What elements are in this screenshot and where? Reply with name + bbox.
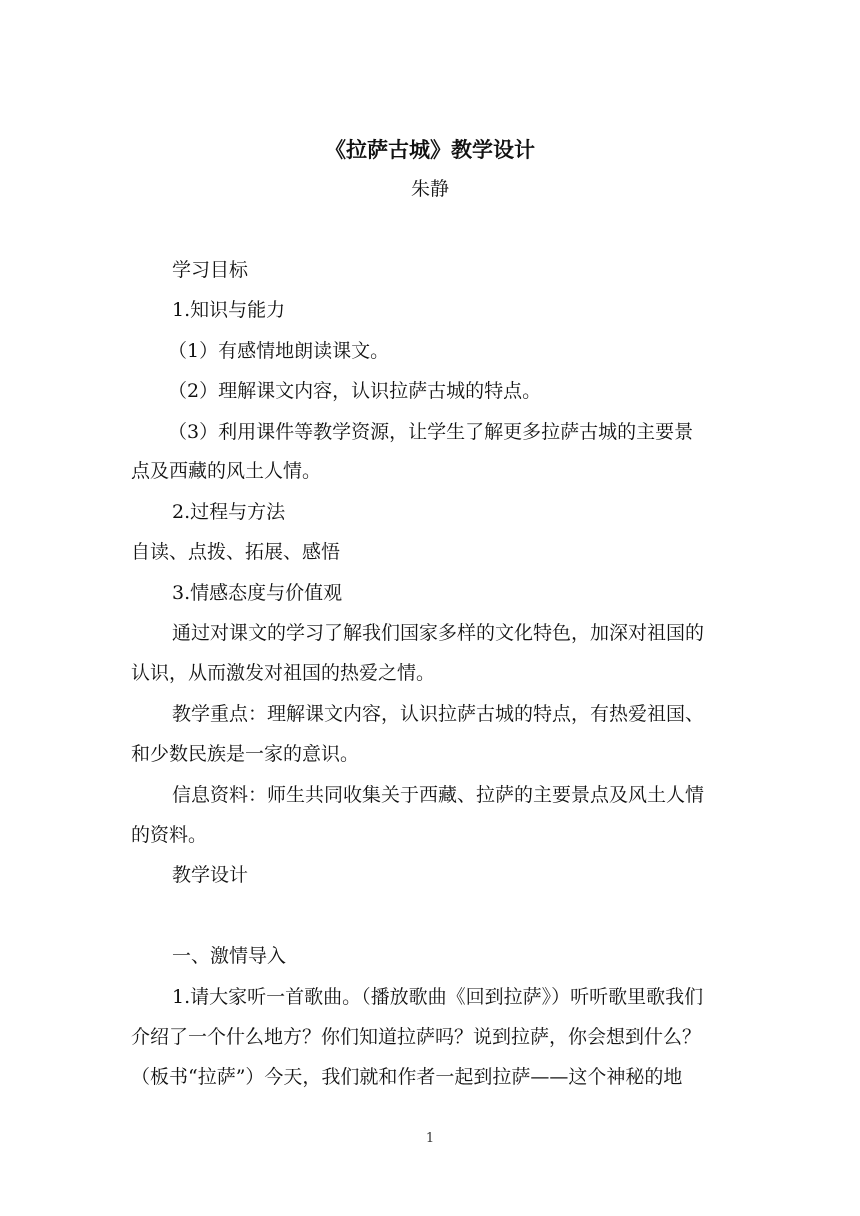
heading-learning-goals: 学习目标 <box>172 259 249 281</box>
emotion-values-text-cont: 认识，从而激发对祖国的热爱之情。 <box>131 662 436 684</box>
document-author: 朱静 <box>410 178 449 200</box>
goal-item-1: （1）有感情地朗读课文。 <box>168 340 390 362</box>
heading-teaching-design: 教学设计 <box>172 864 249 886</box>
emotion-values-text: 通过对课文的学习了解我们国家多样的文化特色，加深对祖国的 <box>172 622 705 644</box>
intro-paragraph-line-1: 1.请大家听一首歌曲。（播放歌曲《回到拉萨》）听听歌里歌我们 <box>172 986 704 1008</box>
info-materials-cont: 的资料。 <box>131 824 208 846</box>
goal-item-2: （2）理解课文内容，认识拉萨古城的特点。 <box>168 380 542 402</box>
intro-paragraph-line-2: 介绍了一个什么地方？你们知道拉萨吗？说到拉萨，你会想到什么？ <box>131 1026 702 1048</box>
goal-item-3-cont: 点及西藏的风土人情。 <box>131 460 322 482</box>
process-method-text: 自读、点拨、拓展、感悟 <box>131 541 341 563</box>
teaching-focus-cont: 和少数民族是一家的意识。 <box>131 743 360 765</box>
section-passionate-intro: 一、激情导入 <box>172 945 287 967</box>
document-title: 《拉萨古城》教学设计 <box>325 137 535 162</box>
page-number: 1 <box>425 1131 435 1146</box>
intro-paragraph-line-3: （板书“拉萨”）今天，我们就和作者一起到拉萨——这个神秘的地 <box>131 1066 683 1088</box>
goal-item-3: （3）利用课件等教学资源，让学生了解更多拉萨古城的主要景 <box>168 421 694 443</box>
teaching-focus: 教学重点：理解课文内容，认识拉萨古城的特点，有热爱祖国、 <box>172 703 705 725</box>
goal-emotion-values: 3.情感态度与价值观 <box>172 582 343 604</box>
goal-process-method: 2.过程与方法 <box>172 501 286 523</box>
goal-knowledge-ability: 1.知识与能力 <box>172 299 286 321</box>
info-materials: 信息资料：师生共同收集关于西藏、拉萨的主要景点及风土人情 <box>172 784 705 806</box>
